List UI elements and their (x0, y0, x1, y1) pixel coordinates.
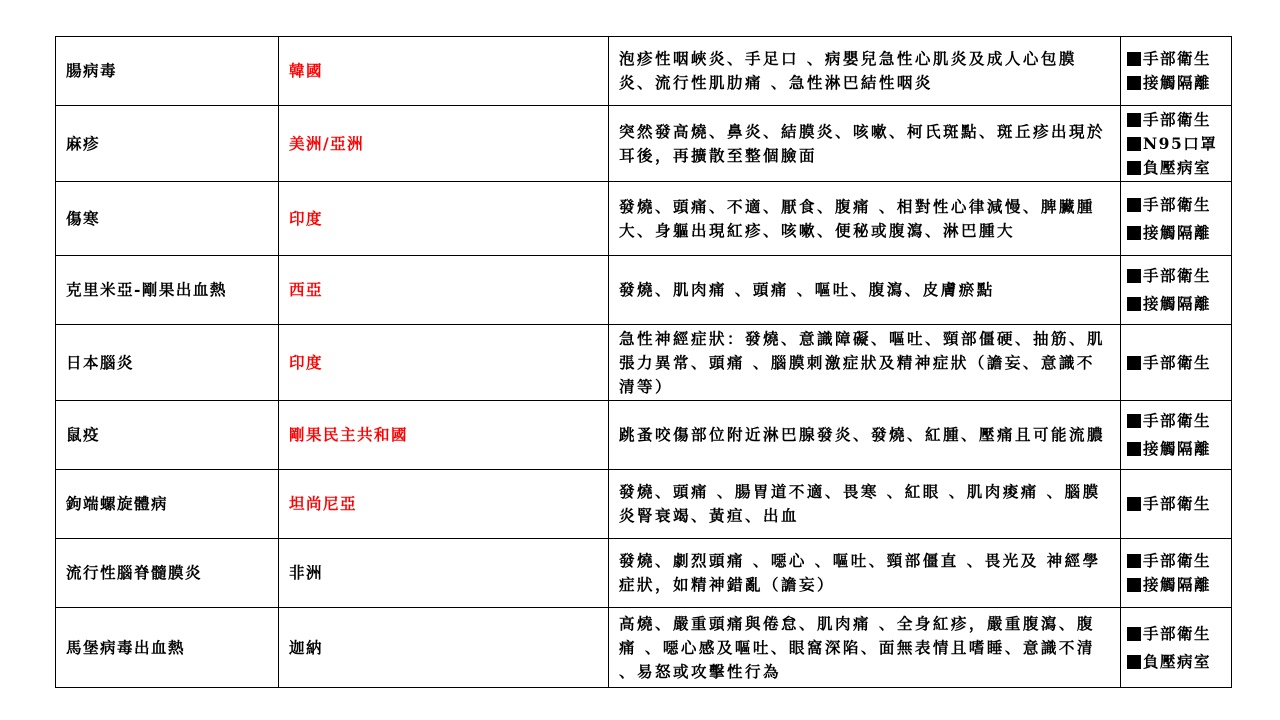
table-row (56, 470, 1232, 539)
precaution-item (1127, 549, 1225, 573)
precaution-label: 接觸隔離 (1143, 439, 1212, 458)
disease-name-cell: 日本腦炎 (56, 325, 279, 401)
precaution-item (1127, 492, 1225, 516)
table-row (56, 539, 1232, 608)
disease-name-cell: 鉤端螺旋體病 (56, 470, 279, 539)
precaution-item (1127, 650, 1225, 674)
precautions-cell (1121, 470, 1232, 539)
filled-square-icon (1127, 161, 1141, 175)
filled-square-icon (1127, 554, 1141, 568)
region-cell: 西亞 (279, 256, 609, 325)
precaution-label: 負壓病室 (1143, 157, 1212, 177)
precaution-label: 接觸隔離 (1143, 575, 1212, 594)
precaution-label: 手部衛生 (1143, 411, 1212, 430)
precaution-label: 手部衛生 (1143, 551, 1212, 570)
filled-square-icon (1127, 497, 1141, 511)
precaution-label: 手部衛生 (1143, 49, 1212, 68)
table-row (56, 325, 1232, 401)
filled-square-icon (1127, 269, 1141, 283)
disease-name-cell: 鼠疫 (56, 401, 279, 470)
precautions-cell (1121, 325, 1232, 401)
disease-name-cell: 麻疹 (56, 106, 279, 182)
precaution-item (1127, 573, 1225, 597)
symptoms-cell: 發燒、劇烈頭痛 、噁心 、嘔吐、頸部僵直 、畏光及 神經學症狀，如精神錯亂（譫妄） (609, 539, 1121, 608)
precaution-item (1127, 47, 1225, 71)
filled-square-icon (1127, 414, 1141, 428)
filled-square-icon (1127, 52, 1141, 66)
precaution-item (1127, 264, 1225, 288)
region-cell: 印度 (279, 325, 609, 401)
precaution-item (1127, 292, 1225, 316)
precaution-item (1127, 437, 1225, 461)
precaution-item (1127, 221, 1225, 245)
filled-square-icon (1127, 578, 1141, 592)
region-cell: 印度 (279, 182, 609, 256)
disease-name-cell: 流行性腦脊髓膜炎 (56, 539, 279, 608)
precautions-cell (1121, 608, 1232, 688)
precautions-cell (1121, 106, 1232, 182)
region-cell: 剛果民主共和國 (279, 401, 609, 470)
precautions-cell (1121, 182, 1232, 256)
symptoms-cell: 高燒、嚴重頭痛與倦怠、肌肉痛 、全身紅疹，嚴重腹瀉、腹痛 、噁心感及嘔吐、眼窩深陷、面無表情且嗜睡、意識不清 、易怒或攻擊性行為 (609, 608, 1121, 688)
precaution-label: 接觸隔離 (1143, 294, 1212, 313)
region-cell: 迦納 (279, 608, 609, 688)
filled-square-icon (1127, 226, 1141, 240)
filled-square-icon (1127, 356, 1141, 370)
precaution-label: 接觸隔離 (1143, 222, 1212, 242)
precaution-item (1127, 622, 1225, 646)
precaution-label: 手部衛生 (1143, 623, 1212, 643)
filled-square-icon (1127, 137, 1141, 151)
symptoms-cell: 急性神經症狀：發燒、意識障礙、嘔吐、頸部僵硬、抽筋、肌張力異常、頭痛 、腦膜刺激症狀及精神症狀（譫妄、意識不清等） (609, 325, 1121, 401)
precaution-item (1127, 156, 1225, 180)
precaution-item (1127, 193, 1225, 217)
disease-table (55, 36, 1232, 688)
precautions-cell (1121, 539, 1232, 608)
precaution-label: 負壓病室 (1143, 651, 1212, 671)
precaution-item (1127, 351, 1225, 375)
filled-square-icon (1127, 297, 1141, 311)
symptoms-cell: 泡疹性咽峽炎、手足口 、病嬰兒急性心肌炎及成人心包膜炎、流行性肌肋痛 、急性淋巴結性咽炎 (609, 37, 1121, 106)
precaution-label: 手部衛生 (1143, 266, 1212, 285)
precaution-label: 接觸隔離 (1143, 73, 1212, 92)
filled-square-icon (1127, 442, 1141, 456)
precautions-cell (1121, 401, 1232, 470)
precautions-cell (1121, 256, 1232, 325)
precaution-label: 手部衛生 (1143, 352, 1212, 372)
symptoms-cell: 發燒、頭痛、不適、厭食、腹痛 、相對性心律減慢、脾臟腫大、身軀出現紅疹、咳嗽、便秘或腹瀉、淋巴腫大 (609, 182, 1121, 256)
precaution-item (1127, 71, 1225, 95)
precaution-label: 手部衛生 (1143, 109, 1212, 129)
symptoms-cell: 發燒、頭痛 、腸胃道不適、畏寒 、紅眼 、肌肉痠痛 、腦膜炎腎衰竭、黃疸、出血 (609, 470, 1121, 539)
symptoms-cell: 發燒、肌肉痛 、頭痛 、嘔吐、腹瀉、皮膚瘀點 (609, 256, 1121, 325)
table-row (56, 106, 1232, 182)
region-cell: 美洲/亞洲 (279, 106, 609, 182)
region-cell: 韓國 (279, 37, 609, 106)
symptoms-cell: 突然發高燒、鼻炎、結膜炎、咳嗽、柯氏斑點、斑丘疹出現於耳後，再擴散至整個臉面 (609, 106, 1121, 182)
filled-square-icon (1127, 113, 1141, 127)
precaution-label: N95口罩 (1143, 133, 1218, 153)
filled-square-icon (1127, 76, 1141, 90)
table-row (56, 182, 1232, 256)
region-cell: 坦尚尼亞 (279, 470, 609, 539)
precaution-item (1127, 409, 1225, 433)
disease-table-body (56, 37, 1232, 688)
filled-square-icon (1127, 198, 1141, 212)
precaution-item (1127, 132, 1225, 156)
precautions-cell (1121, 37, 1232, 106)
symptoms-cell: 跳蚤咬傷部位附近淋巴腺發炎、發燒、紅腫、壓痛且可能流膿 (609, 401, 1121, 470)
disease-name-cell: 傷寒 (56, 182, 279, 256)
precaution-label: 手部衛生 (1143, 194, 1212, 214)
table-row (56, 401, 1232, 470)
disease-name-cell: 克里米亞-剛果出血熱 (56, 256, 279, 325)
disease-name-cell: 馬堡病毒出血熱 (56, 608, 279, 688)
filled-square-icon (1127, 655, 1141, 669)
filled-square-icon (1127, 627, 1141, 641)
region-cell: 非洲 (279, 539, 609, 608)
precaution-item (1127, 108, 1225, 132)
table-row (56, 37, 1232, 106)
table-row (56, 608, 1232, 688)
precaution-label: 手部衛生 (1143, 494, 1212, 513)
table-row (56, 256, 1232, 325)
disease-name-cell: 腸病毒 (56, 37, 279, 106)
